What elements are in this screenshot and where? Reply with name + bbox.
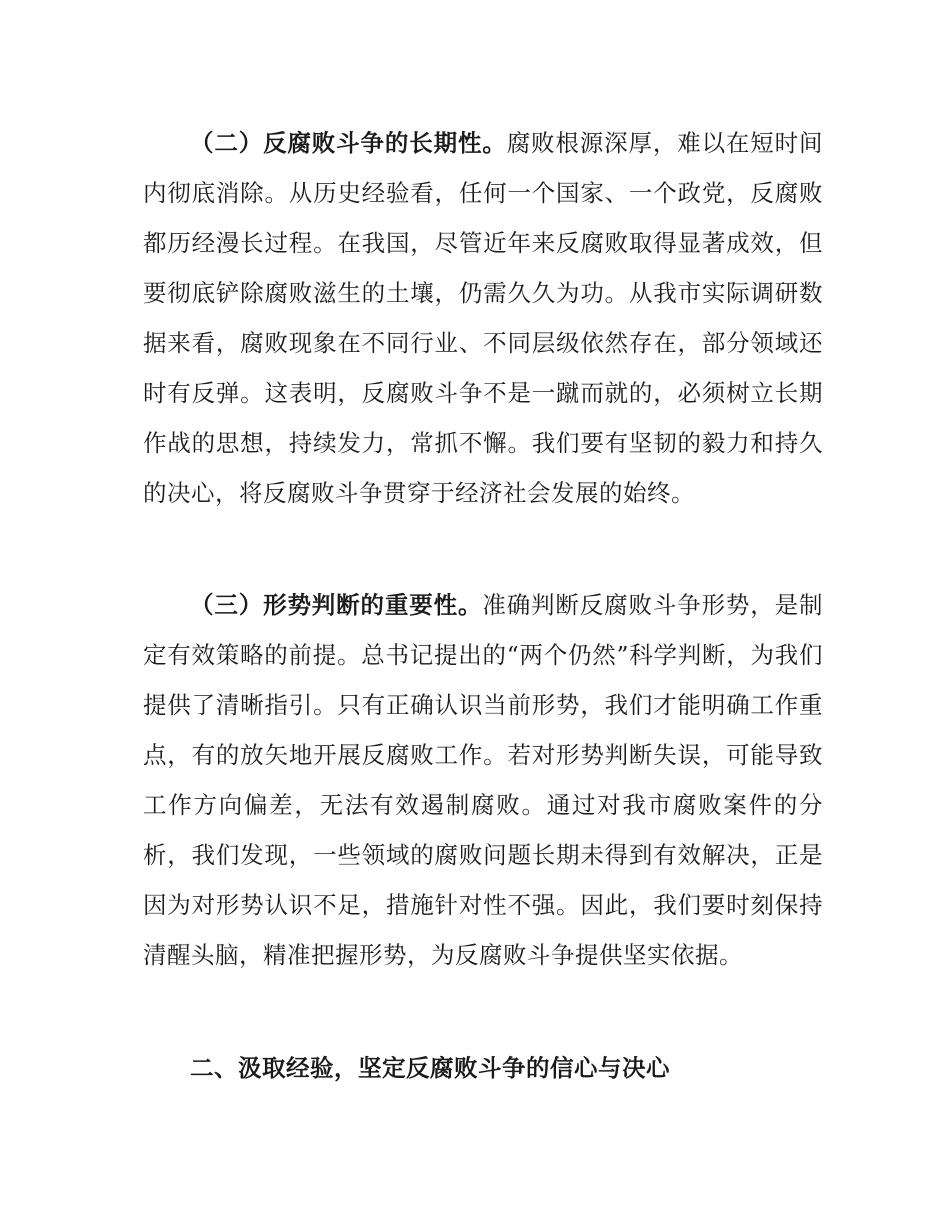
section-heading: 二、汲取经验，坚定反腐败斗争的信心与决心 bbox=[190, 1054, 670, 1082]
paragraph-body-text: 腐败根源深厚，难以在短时间内彻底消除。从历史经验看，任何一个国家、一个政党，反腐败都历经漫长过程。在我国，尽管近年来反腐败取得显著成效，但要彻底铲除腐败滋生的土壤，仍需久久为功。从我市实际调研数据来看，腐败现象在不同行业、不同层级依然存在，部分领域还时有反弹。这表明，反腐败斗争不是一蹴而就的，必须树立长期作战的思想，持续发力，常抓不懈。我们要有坚韧的毅力和持久的决心，将反腐败斗争贯穿于经济社会发展的始终。 bbox=[143, 129, 824, 507]
paragraph-body-text: 准确判断反腐败斗争形势，是制定有效策略的前提。总书记提出的“两个仍然”科学判断，为我们提供了清晰指引。只有正确认识当前形势，我们才能明确工作重点，有的放矢地开展反腐败工作。若对形势判断失误，可能导致工作方向偏差，无法有效遏制腐败。通过对我市腐败案件的分析，我们发现，一些领域的腐败问题长期未得到有效解决，正是因为对形势认识不足，措施针对性不强。因此，我们要时刻保持清醒头脑，精准把握形势，为反腐败斗争提供坚实依据。 bbox=[143, 591, 824, 969]
paragraph-situation-judgment bbox=[143, 580, 823, 980]
paragraph-lead-title: （三）形势判断的重要性。 bbox=[190, 591, 483, 619]
paragraph-long-term bbox=[143, 118, 823, 518]
paragraph-lead-title: （二）反腐败斗争的长期性。 bbox=[190, 129, 507, 157]
